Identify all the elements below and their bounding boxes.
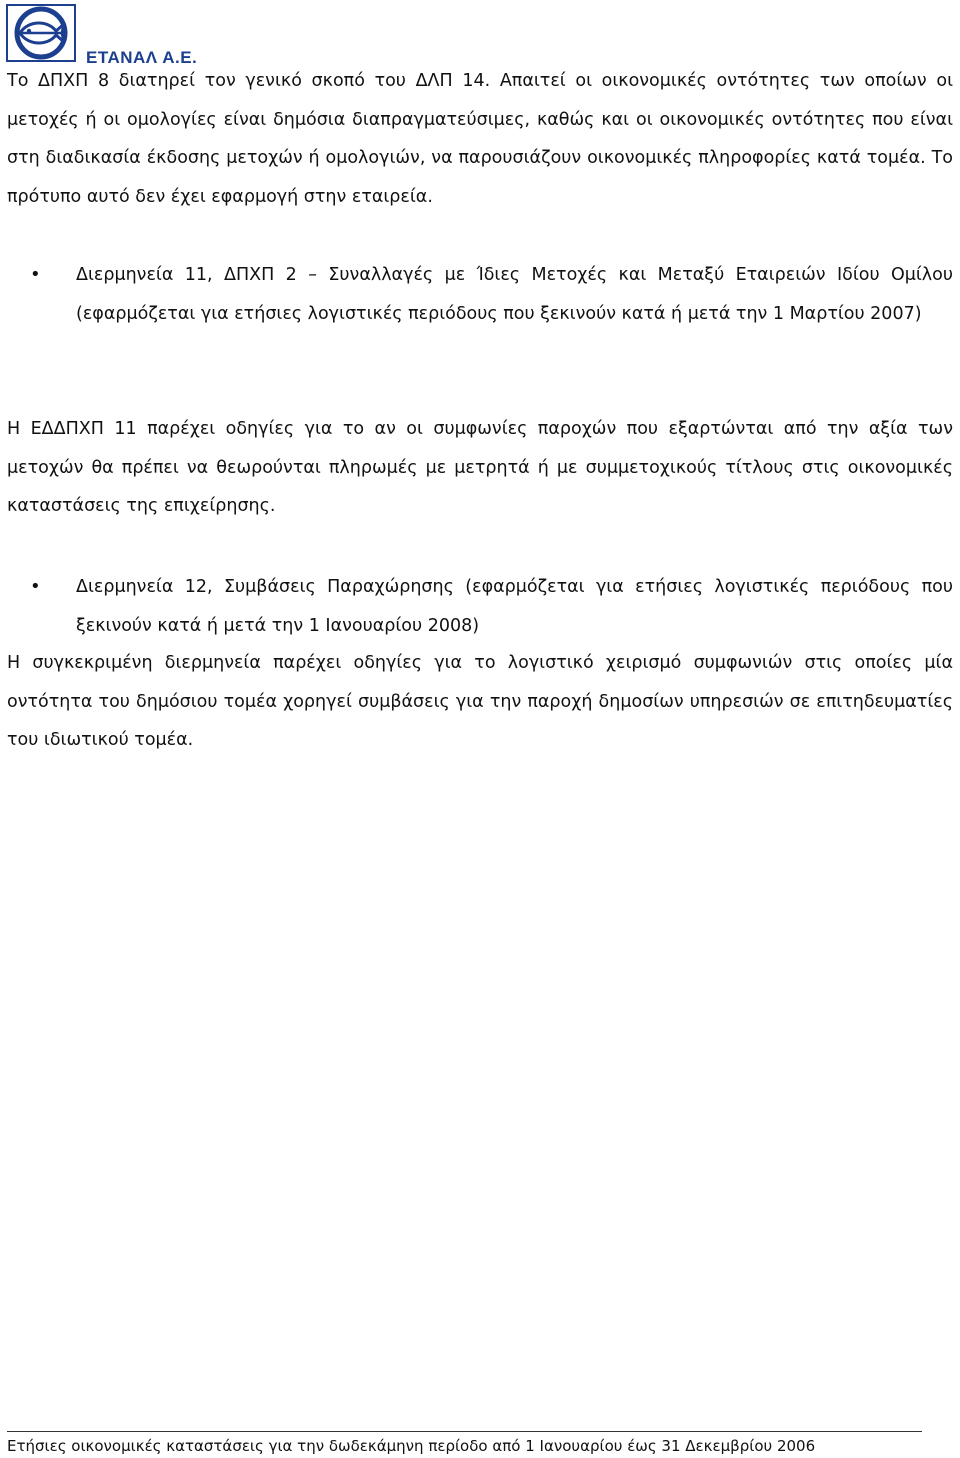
footer-divider (7, 1431, 922, 1432)
bullet-marker: • (30, 264, 41, 285)
company-logo (6, 4, 76, 62)
fish-in-circle-icon (6, 4, 76, 62)
paragraph-ifrs8: Το ΔΠΧΠ 8 διατηρεί τον γενικό σκοπό του ΔΛΠ 14. Απαιτεί οι οικονομικές οντότητες των οποίων οι μετοχές ή οι ομολογίες είναι δημόσια διαπραγματεύσιμες, καθώς και οι οικονομικές οντότητες που είναι στη διαδικασία έκδοσης μετοχών ή ομολογιών, να παρουσιάζουν οικονομικές πληροφορίες κατά τομέα. Το πρότυπο αυτό δεν έχει εφαρμογή στην εταιρεία. (7, 71, 953, 207)
paragraph-ifric11: Η ΕΔΔΠΧΠ 11 παρέχει οδηγίες για το αν οι συμφωνίες παροχών που εξαρτώνται από την αξία των μετοχών θα πρέπει να θεωρούνται πληρωμές με μετρητά ή με συμμετοχικούς τίτλους στις οικονομικές καταστάσεις της επιχείρησης. (7, 419, 953, 516)
bullet-text-interpretation-11: Διερμηνεία 11, ΔΠΧΠ 2 – Συναλλαγές με Ίδιες Μετοχές και Μεταξύ Εταιρειών Ιδίου Ομίλου (εφαρμόζεται για ετήσιες λογιστικές περιόδους που ξεκινούν κατά ή μετά την 1 Μαρτίου 2007) (76, 265, 953, 324)
page-footer: Ετήσιες οικονομικές καταστάσεις για την δωδεκάμηνη περίοδο από 1 Ιανουαρίου έως 31 Δεκεμβρίου 2006 (7, 1437, 816, 1455)
company-name: ΕΤΑΝΑΛ Α.Ε. (86, 48, 198, 67)
bullet-item-interpretation-12 (30, 568, 953, 645)
paragraph-ifric12: Η συγκεκριμένη διερμηνεία παρέχει οδηγίες για το λογιστικό χειρισμό συμφωνιών στις οποίες μία οντότητα του δημόσιου τομέα χορηγεί συμβάσεις για την παροχή δημοσίων υπηρεσιών σε επιτηδευματίες του ιδιωτικού τομέα. (7, 653, 953, 750)
bullet-marker: • (30, 576, 41, 597)
bullet-text-interpretation-12: Διερμηνεία 12, Συμβάσεις Παραχώρησης (εφαρμόζεται για ετήσιες λογιστικές περιόδους που ξεκινούν κατά ή μετά την 1 Ιανουαρίου 2008) (76, 577, 953, 636)
bullet-item-interpretation-11 (30, 256, 953, 333)
